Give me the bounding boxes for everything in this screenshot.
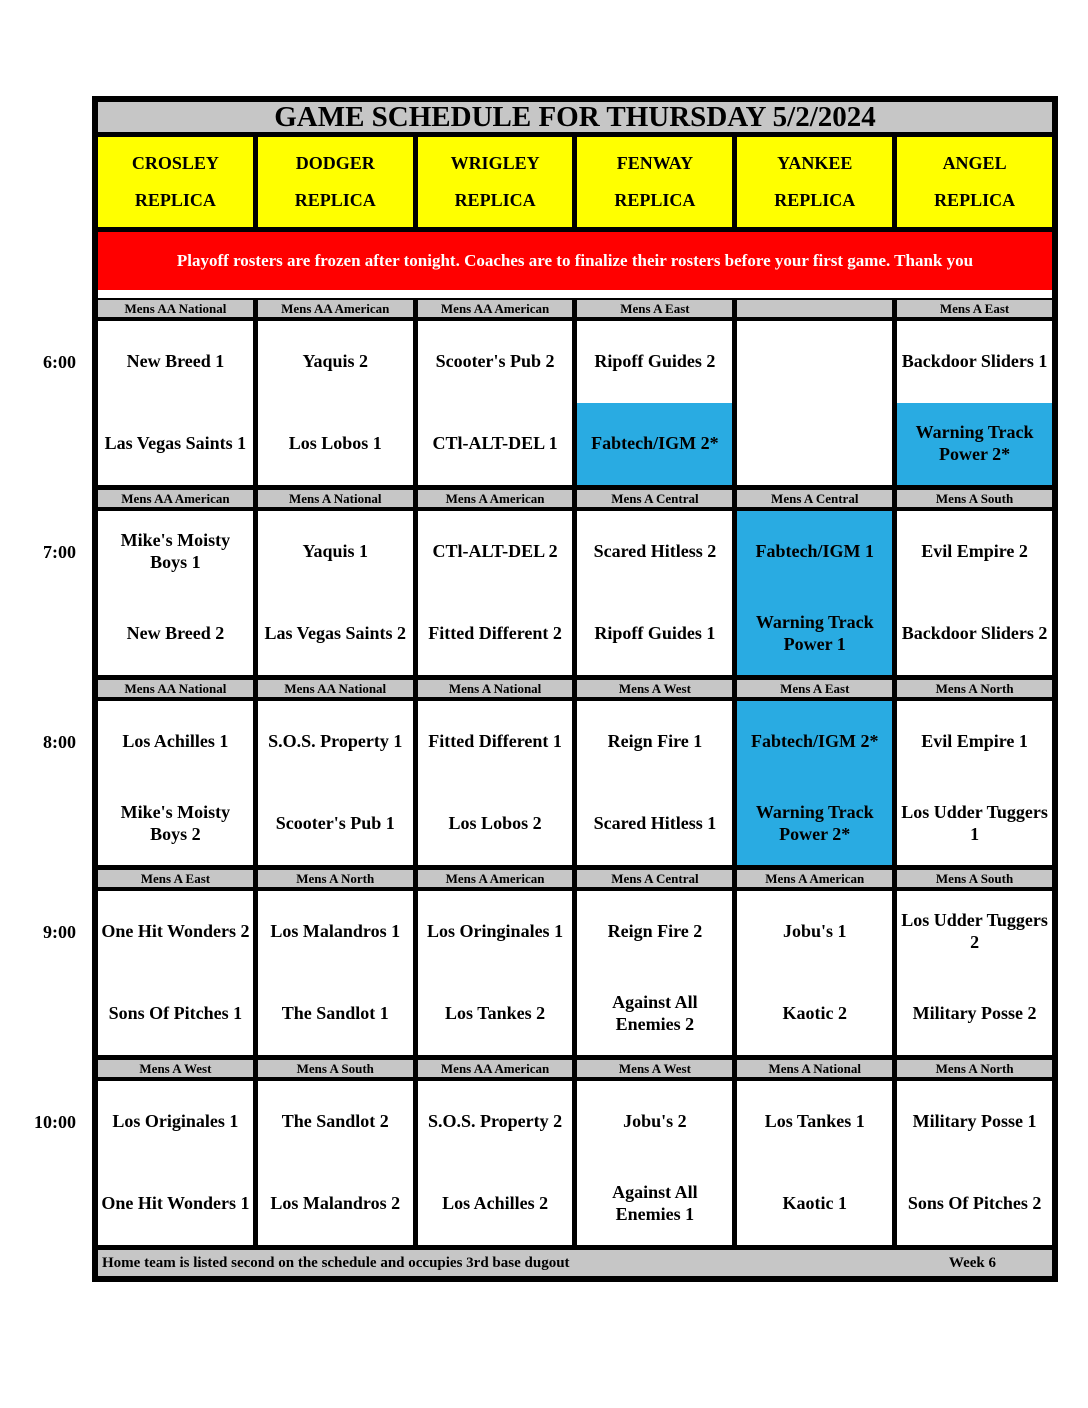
- division-label: Mens A American: [418, 870, 573, 887]
- game-cell: [98, 321, 253, 485]
- team-home: Fabtech/IGM 2*: [577, 403, 732, 485]
- schedule-table: [92, 96, 1058, 1282]
- team-away: Los Udder Tuggers 2: [901, 910, 1048, 952]
- team-away: Evil Empire 2: [921, 541, 1028, 562]
- team-away: [737, 321, 892, 403]
- game-cell: [98, 701, 253, 865]
- game-cell: [418, 1081, 573, 1245]
- game-cell: [737, 701, 892, 865]
- team-home: One Hit Wonders 1: [101, 1193, 250, 1214]
- team-home: Sons Of Pitches 1: [108, 1003, 243, 1024]
- field-name: FENWAY: [616, 153, 694, 173]
- division-label: Mens AA American: [418, 300, 573, 317]
- footer-week-label: Week 6: [948, 1254, 996, 1271]
- game-cell: [737, 891, 892, 1055]
- game-cell: [418, 701, 573, 865]
- game-cell: [577, 701, 732, 865]
- field-name: ANGEL: [942, 153, 1007, 173]
- team-away: Military Posse 1: [912, 1111, 1037, 1132]
- team-away: Reign Fire 2: [607, 921, 703, 942]
- games-row: [98, 701, 1052, 865]
- field-sub: REPLICA: [614, 190, 696, 210]
- team-away: Scooter's Pub 2: [435, 351, 555, 372]
- game-cell: [737, 1081, 892, 1245]
- field-sub: REPLICA: [934, 190, 1016, 210]
- division-label: Mens A South: [258, 1060, 413, 1077]
- game-cell: [577, 511, 732, 675]
- game-cell: [897, 701, 1052, 865]
- game-cell: [577, 321, 732, 485]
- division-label: Mens A Central: [577, 490, 732, 507]
- team-away: Ripoff Guides 2: [594, 351, 716, 372]
- team-home: Against All Enemies 1: [612, 1182, 698, 1224]
- division-row: [98, 680, 1052, 697]
- footer-bar: [98, 1250, 1052, 1276]
- team-away: Fabtech/IGM 2*: [737, 701, 892, 783]
- team-away: One Hit Wonders 2: [101, 921, 250, 942]
- team-home: Las Vegas Saints 2: [264, 623, 407, 644]
- team-away: S.O.S. Property 1: [268, 731, 403, 752]
- game-cell: [98, 1081, 253, 1245]
- team-away: Reign Fire 1: [607, 731, 703, 752]
- team-home: Mike's Moisty Boys 2: [120, 802, 231, 844]
- team-home: Kaotic 1: [782, 1193, 847, 1214]
- game-cell: [897, 321, 1052, 485]
- game-cell: [737, 321, 892, 485]
- time-label: 8:00: [43, 731, 76, 752]
- team-home: The Sandlot 1: [281, 1003, 389, 1024]
- division-label: Mens A North: [897, 680, 1052, 697]
- division-label: Mens A National: [737, 1060, 892, 1077]
- division-label: Mens AA American: [98, 490, 253, 507]
- team-home: Los Achilles 2: [442, 1193, 549, 1214]
- division-label: Mens A North: [897, 1060, 1052, 1077]
- division-label: Mens A South: [897, 490, 1052, 507]
- field-sub: REPLICA: [294, 190, 376, 210]
- games-row: [98, 891, 1052, 1055]
- team-away: Jobu's 2: [623, 1111, 687, 1132]
- team-away: Evil Empire 1: [921, 731, 1028, 752]
- game-cell: [258, 891, 413, 1055]
- game-cell: [258, 511, 413, 675]
- team-away: S.O.S. Property 2: [427, 1111, 563, 1132]
- field-sub: REPLICA: [454, 190, 536, 210]
- division-label: Mens AA American: [258, 300, 413, 317]
- division-label: [737, 300, 892, 317]
- team-away: Backdoor Sliders 1: [901, 351, 1048, 372]
- team-home: Kaotic 2: [782, 1003, 847, 1024]
- game-cell: [577, 1081, 732, 1245]
- team-home: Warning Track Power 2*: [897, 403, 1052, 485]
- team-home: Military Posse 2: [912, 1003, 1037, 1024]
- division-label: Mens AA American: [418, 1060, 573, 1077]
- page-title: GAME SCHEDULE FOR THURSDAY 5/2/2024: [98, 102, 1052, 132]
- banner-spacer: [98, 290, 1052, 298]
- game-cell: [418, 891, 573, 1055]
- team-away: Jobu's 1: [782, 921, 847, 942]
- notice-banner: Playoff rosters are frozen after tonight. Coaches are to finalize their rosters before your first game. Thank you: [98, 232, 1052, 290]
- game-cell: [897, 511, 1052, 675]
- game-cell: [98, 891, 253, 1055]
- division-label: Mens A North: [258, 870, 413, 887]
- game-cell: [897, 891, 1052, 1055]
- game-cell: [258, 321, 413, 485]
- team-away: The Sandlot 2: [281, 1111, 389, 1132]
- division-label: Mens A West: [98, 1060, 253, 1077]
- field-name: YANKEE: [777, 153, 853, 173]
- team-away: Yaquis 2: [302, 351, 368, 372]
- field-header-angel: [897, 137, 1052, 227]
- team-home: Fitted Different 2: [428, 623, 562, 644]
- team-away: Los Oringinales 1: [427, 921, 564, 942]
- field-header-crosley: [98, 137, 253, 227]
- team-home: Los Lobos 2: [448, 813, 542, 834]
- game-cell: [737, 511, 892, 675]
- division-label: Mens A West: [577, 1060, 732, 1077]
- game-cell: [418, 321, 573, 485]
- team-home: Los Tankes 2: [445, 1003, 546, 1024]
- division-label: Mens A National: [418, 680, 573, 697]
- team-away: Fabtech/IGM 1: [737, 511, 892, 593]
- games-row: [98, 321, 1052, 485]
- time-label: 7:00: [43, 541, 76, 562]
- team-home: Sons Of Pitches 2: [907, 1193, 1042, 1214]
- team-home: Los Lobos 1: [288, 433, 382, 454]
- field-header-fenway: [577, 137, 732, 227]
- team-home: CTl-ALT-DEL 1: [432, 433, 558, 454]
- field-sub: REPLICA: [134, 190, 216, 210]
- game-cell: [98, 511, 253, 675]
- team-away: Yaquis 1: [302, 541, 368, 562]
- team-home: Los Malandros 2: [270, 1193, 401, 1214]
- division-row: [98, 298, 1052, 317]
- game-cell: [418, 511, 573, 675]
- game-cell: [258, 701, 413, 865]
- division-label: Mens A National: [258, 490, 413, 507]
- division-label: Mens A West: [577, 680, 732, 697]
- team-home: Scared Hitless 1: [593, 813, 717, 834]
- division-label: Mens AA National: [98, 300, 253, 317]
- division-label: Mens A East: [98, 870, 253, 887]
- team-home: Warning Track Power 2*: [737, 783, 892, 865]
- team-home: Ripoff Guides 1: [594, 623, 716, 644]
- field-name: CROSLEY: [131, 153, 219, 173]
- time-label: 6:00: [43, 351, 76, 372]
- game-cell: [577, 891, 732, 1055]
- division-label: Mens A American: [737, 870, 892, 887]
- field-name: WRIGLEY: [450, 153, 540, 173]
- division-row: [98, 1060, 1052, 1077]
- field-header-dodger: [258, 137, 413, 227]
- team-away: Mike's Moisty Boys 1: [120, 530, 231, 572]
- division-label: Mens A East: [897, 300, 1052, 317]
- time-label: 10:00: [34, 1111, 76, 1132]
- team-away: Los Achilles 1: [122, 731, 229, 752]
- division-label: Mens A South: [897, 870, 1052, 887]
- team-away: CTl-ALT-DEL 2: [432, 541, 558, 562]
- field-header-yankee: [737, 137, 892, 227]
- games-row: [98, 1081, 1052, 1245]
- game-cell: [897, 1081, 1052, 1245]
- division-label: Mens AA National: [98, 680, 253, 697]
- team-away: Scared Hitless 2: [593, 541, 717, 562]
- division-label: Mens AA National: [258, 680, 413, 697]
- division-label: Mens A East: [737, 680, 892, 697]
- team-home: Scooter's Pub 1: [275, 813, 395, 834]
- division-label: Mens A American: [418, 490, 573, 507]
- team-home: Warning Track Power 1: [737, 593, 892, 675]
- division-label: Mens A East: [577, 300, 732, 317]
- game-cell: [258, 1081, 413, 1245]
- games-row: [98, 511, 1052, 675]
- team-home: New Breed 2: [126, 623, 225, 644]
- team-home: [737, 403, 892, 485]
- team-away: Los Malandros 1: [270, 921, 401, 942]
- division-row: [98, 490, 1052, 507]
- team-away: Fitted Different 1: [428, 731, 562, 752]
- team-home: Backdoor Sliders 2: [901, 623, 1048, 644]
- team-home: Las Vegas Saints 1: [104, 433, 247, 454]
- team-home: Against All Enemies 2: [612, 992, 698, 1034]
- team-home: Los Udder Tuggers 1: [901, 802, 1048, 844]
- footer-note: Home team is listed second on the schedule and occupies 3rd base dugout: [102, 1254, 570, 1271]
- division-label: Mens A Central: [737, 490, 892, 507]
- team-away: Los Tankes 1: [764, 1111, 865, 1132]
- field-header-wrigley: [418, 137, 573, 227]
- team-away: New Breed 1: [126, 351, 225, 372]
- fields-header-row: [98, 137, 1052, 227]
- field-name: DODGER: [295, 153, 375, 173]
- division-label: Mens A Central: [577, 870, 732, 887]
- division-row: [98, 870, 1052, 887]
- field-sub: REPLICA: [774, 190, 856, 210]
- team-away: Los Originales 1: [112, 1111, 239, 1132]
- time-label: 9:00: [43, 921, 76, 942]
